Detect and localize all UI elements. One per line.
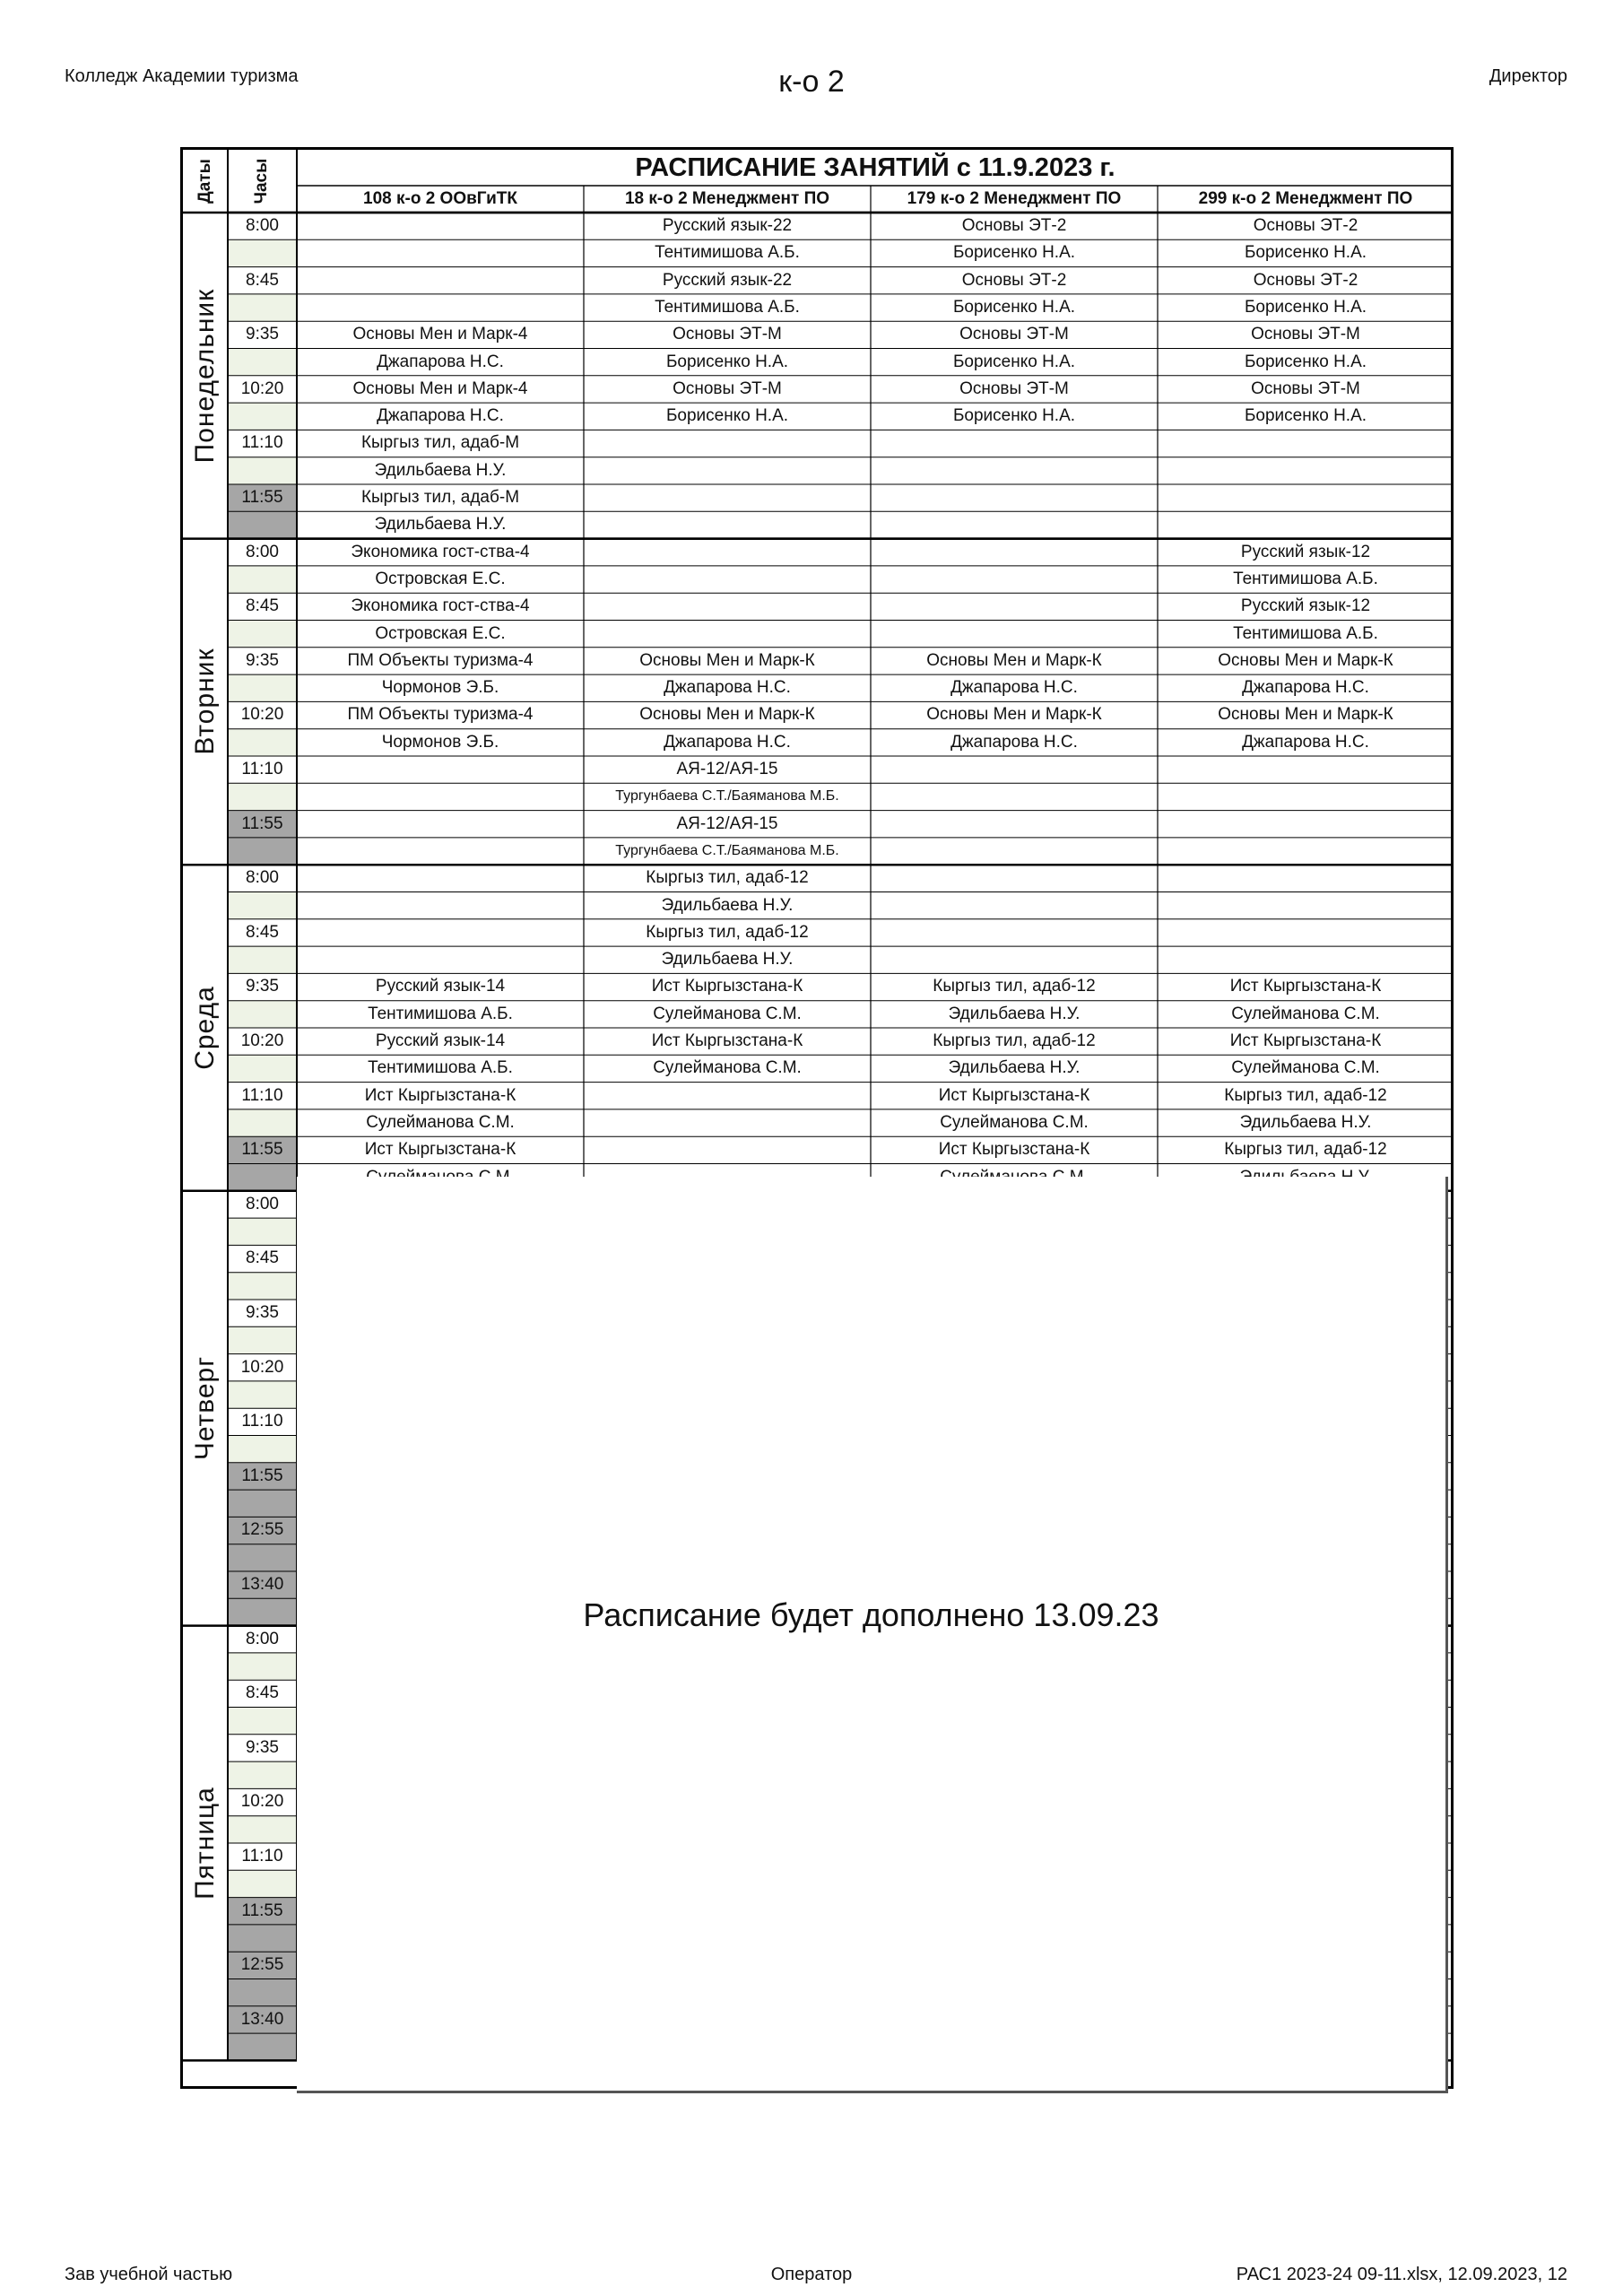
time-slot: 9:35	[246, 1737, 279, 1757]
lesson-cell: Джапарова Н.С.	[377, 352, 504, 371]
lesson-cell	[871, 919, 1158, 946]
lesson-cell	[584, 1083, 871, 1109]
lesson-cell: Островская Е.С.	[375, 623, 506, 643]
dates-header: Даты	[195, 159, 214, 204]
lesson-cell	[871, 811, 1158, 838]
lesson-cell	[1158, 865, 1454, 891]
lesson-cell	[297, 838, 584, 865]
lesson-cell	[1158, 838, 1454, 865]
lesson-cell: Островская Е.С.	[375, 569, 506, 588]
lesson-cell: Борисенко Н.А.	[1244, 243, 1367, 263]
lesson-cell	[584, 566, 871, 593]
lesson-cell	[1158, 484, 1454, 511]
lesson-cell	[297, 946, 584, 973]
lesson-cell: Борисенко Н.А.	[952, 243, 1076, 263]
group-header-179: 179 к-о 2 Менеджмент ПО	[907, 189, 1122, 208]
lesson-cell: Тентимишова А.Б.	[655, 297, 800, 317]
time-slot: 10:20	[240, 1357, 284, 1377]
lesson-cell: Тентимишова А.Б.	[1233, 569, 1378, 588]
hours-header: Часы	[252, 158, 271, 204]
lesson-cell: Русский язык-14	[375, 1031, 506, 1050]
day-name: Четверг	[190, 1356, 220, 1461]
lesson-cell: Сулейманова С.М.	[940, 1112, 1089, 1132]
lesson-cell: АЯ-12/АЯ-15	[676, 813, 778, 833]
time-slot: 8:45	[246, 270, 279, 290]
lesson-cell	[1158, 430, 1454, 457]
lesson-cell	[1158, 457, 1454, 484]
lesson-cell: Кыргыз тил, адаб-12	[646, 868, 809, 888]
lesson-cell: Основы ЭТ-М	[959, 378, 1069, 398]
file-info: РАС1 2023-24 09-11.xlsx, 12.09.2023, 12	[1236, 2265, 1567, 2284]
day-name: Понедельник	[190, 288, 220, 464]
lesson-cell: Эдильбаева Н.У.	[948, 1058, 1081, 1078]
time-slot: 8:00	[246, 216, 279, 235]
lesson-cell: Ист Кыргызстана-К	[1229, 977, 1382, 996]
lesson-cell: Борисенко Н.А.	[952, 352, 1076, 371]
time-slot: 10:20	[240, 705, 284, 725]
time-slot: 8:45	[246, 1248, 279, 1268]
lesson-cell: ПМ Объекты туризма-4	[347, 705, 534, 725]
lesson-cell: Основы Мен и Марк-4	[352, 378, 528, 398]
lesson-cell	[297, 811, 584, 838]
time-slot: 8:45	[246, 1683, 279, 1703]
time-slot: 11:55	[241, 813, 283, 833]
lesson-cell	[871, 865, 1158, 891]
lesson-cell: Основы ЭТ-М	[1251, 325, 1360, 344]
lesson-cell	[584, 457, 871, 484]
lesson-cell: АЯ-12/АЯ-15	[676, 760, 778, 778]
time-slot: 12:55	[240, 1955, 284, 1975]
lesson-cell	[871, 566, 1158, 593]
lesson-cell: Борисенко Н.А.	[1244, 406, 1367, 426]
time-slot: 9:35	[246, 650, 279, 670]
lesson-cell: Русский язык-12	[1240, 596, 1371, 616]
lesson-cell	[1158, 892, 1454, 919]
lesson-cell: Основы ЭТ-2	[1253, 216, 1358, 235]
lesson-cell: Ист Кыргызстана-К	[651, 977, 803, 996]
time-slot: 11:10	[241, 1085, 283, 1105]
lesson-cell	[297, 294, 584, 321]
lesson-cell: Кыргыз тил, адаб-12	[933, 977, 1096, 996]
lesson-cell: Эдильбаева Н.У.	[1239, 1112, 1372, 1132]
group-header-299: 299 к-о 2 Менеджмент ПО	[1198, 189, 1413, 208]
day-name: Вторник	[190, 648, 220, 756]
lesson-cell	[584, 430, 871, 457]
lesson-cell	[1158, 511, 1454, 538]
time-slot: 9:35	[246, 325, 279, 344]
lesson-cell: Русский язык-22	[662, 216, 793, 235]
lesson-cell: Ист Кыргызстана-К	[1229, 1031, 1382, 1050]
college-name: Колледж Академии туризма	[65, 66, 299, 86]
department-label: к-о 2	[778, 65, 845, 99]
lesson-cell: Кыргыз тил, адаб-12	[1224, 1085, 1387, 1105]
time-slot: 8:45	[246, 922, 279, 942]
lesson-cell: Основы ЭТ-2	[1253, 270, 1358, 290]
lesson-cell: Основы Мен и Марк-К	[926, 650, 1102, 670]
lesson-cell: Тентимишова А.Б.	[1233, 623, 1378, 643]
lesson-cell: Тургунбаева С.Т./Баяманова М.Б.	[615, 842, 839, 858]
lesson-cell: Основы ЭТ-М	[673, 325, 782, 344]
lesson-cell	[297, 919, 584, 946]
group-header-108: 108 к-о 2 ООвГиТК	[363, 189, 517, 208]
lesson-cell: Сулейманова С.М.	[1231, 1058, 1380, 1078]
time-slot: 9:35	[246, 977, 279, 996]
lesson-cell: Тентимишова А.Б.	[655, 243, 800, 263]
lesson-cell: Чормонов Э.Б.	[381, 732, 499, 752]
lesson-cell	[297, 783, 584, 810]
lesson-cell	[297, 213, 584, 239]
lesson-cell	[584, 511, 871, 538]
lesson-cell: Основы Мен и Марк-К	[926, 705, 1102, 725]
lesson-cell: Борисенко Н.А.	[952, 406, 1076, 426]
lesson-cell: Русский язык-12	[1240, 542, 1371, 561]
lesson-cell: Борисенко Н.А.	[665, 406, 789, 426]
lesson-cell: Джапарова Н.С.	[664, 678, 791, 698]
time-slot: 10:20	[240, 1792, 284, 1812]
lesson-cell: Тентимишова А.Б.	[368, 1004, 513, 1023]
time-slot: 8:00	[246, 868, 279, 888]
lesson-cell	[584, 593, 871, 620]
time-slot: 11:55	[241, 1900, 283, 1920]
group-header-18: 18 к-о 2 Менеджмент ПО	[624, 189, 830, 208]
lesson-cell	[871, 511, 1158, 538]
lesson-cell	[1158, 783, 1454, 810]
lesson-cell: Борисенко Н.А.	[1244, 352, 1367, 371]
time-slot: 10:20	[240, 378, 284, 398]
lesson-cell	[1158, 919, 1454, 946]
time-slot: 12:55	[240, 1520, 284, 1540]
lesson-cell: Эдильбаева Н.У.	[374, 460, 507, 480]
time-slot: 11:55	[241, 488, 283, 507]
time-slot: 11:10	[241, 760, 283, 778]
lesson-cell	[297, 239, 584, 266]
lesson-cell	[1158, 811, 1454, 838]
lesson-cell	[871, 892, 1158, 919]
time-slot: 8:00	[246, 542, 279, 561]
lesson-cell: Борисенко Н.А.	[665, 352, 789, 371]
lesson-cell: Ист Кыргызстана-К	[938, 1140, 1090, 1160]
lesson-cell: Экономика гост-ства-4	[351, 596, 530, 616]
lesson-cell	[584, 539, 871, 566]
lesson-cell: Борисенко Н.А.	[952, 297, 1076, 317]
lesson-cell: Ист Кыргызстана-К	[651, 1031, 803, 1050]
time-slot: 11:55	[241, 1140, 283, 1160]
lesson-cell: Сулейманова С.М.	[653, 1004, 802, 1023]
lesson-cell	[297, 267, 584, 294]
lesson-cell	[871, 621, 1158, 648]
lesson-cell: Эдильбаева Н.У.	[948, 1004, 1081, 1023]
lesson-cell: Кыргыз тил, адаб-12	[933, 1031, 1096, 1050]
lesson-cell	[871, 783, 1158, 810]
lesson-cell: ПМ Объекты туризма-4	[347, 650, 534, 670]
lesson-cell: Сулейманова С.М.	[366, 1112, 515, 1132]
lesson-cell: Эдильбаева Н.У.	[374, 515, 507, 535]
lesson-cell	[584, 1136, 871, 1163]
lesson-cell	[584, 484, 871, 511]
lesson-cell	[871, 838, 1158, 865]
lesson-cell: Основы Мен и Марк-К	[1218, 650, 1393, 670]
day-name: Пятница	[190, 1787, 220, 1900]
operator-label: Оператор	[770, 2265, 853, 2284]
academic-head-label: Зав учебной частью	[65, 2265, 233, 2284]
lesson-cell	[871, 946, 1158, 973]
lesson-cell: Русский язык-22	[662, 270, 793, 290]
time-slot: 8:00	[246, 1194, 279, 1213]
time-slot: 9:35	[246, 1303, 279, 1322]
lesson-cell	[871, 484, 1158, 511]
lesson-cell	[871, 593, 1158, 620]
lesson-cell: Чормонов Э.Б.	[381, 678, 499, 698]
lesson-cell: Эдильбаева Н.У.	[661, 895, 794, 915]
lesson-cell: Кыргыз тил, адаб-12	[646, 922, 809, 942]
lesson-cell: Основы ЭТ-2	[961, 270, 1067, 290]
time-slot: 13:40	[240, 1575, 284, 1594]
lesson-cell: Кыргыз тил, адаб-М	[360, 433, 520, 453]
lesson-cell	[297, 892, 584, 919]
lesson-cell	[871, 756, 1158, 783]
lesson-cell: Основы Мен и Марк-4	[352, 325, 528, 344]
lesson-cell: Сулейманова С.М.	[1231, 1004, 1380, 1023]
time-slot: 8:45	[246, 596, 279, 616]
lesson-cell: Джапарова Н.С.	[1242, 732, 1369, 752]
time-slot: 11:10	[241, 1412, 283, 1431]
lesson-cell: Ист Кыргызстана-К	[938, 1085, 1090, 1105]
lesson-cell: Тургунбаева С.Т./Баяманова М.Б.	[615, 788, 839, 804]
time-slot: 11:55	[241, 1465, 283, 1485]
lesson-cell	[584, 1109, 871, 1136]
time-slot: 11:10	[241, 1847, 283, 1866]
lesson-cell: Экономика гост-ства-4	[351, 542, 530, 561]
time-slot: 13:40	[240, 2009, 284, 2029]
lesson-cell	[871, 539, 1158, 566]
lesson-cell: Основы Мен и Марк-К	[639, 650, 815, 670]
lesson-cell: Борисенко Н.А.	[1244, 297, 1367, 317]
lesson-cell: Эдильбаева Н.У.	[661, 950, 794, 970]
director-label: Директор	[1488, 66, 1567, 86]
lesson-cell	[584, 621, 871, 648]
time-slot: 10:20	[240, 1031, 284, 1050]
time-slot: 8:00	[246, 1629, 279, 1648]
schedule-notice-text: Расписание будет дополнено 13.09.23	[583, 1596, 1159, 1633]
schedule-title: РАСПИСАНИЕ ЗАНЯТИЙ с 11.9.2023 г.	[635, 153, 1115, 182]
lesson-cell: Основы Мен и Марк-К	[639, 705, 815, 725]
lesson-cell: Основы ЭТ-М	[959, 325, 1069, 344]
lesson-cell	[1158, 756, 1454, 783]
lesson-cell: Ист Кыргызстана-К	[364, 1085, 516, 1105]
lesson-cell: Основы ЭТ-2	[961, 216, 1067, 235]
lesson-cell: Тентимишова А.Б.	[368, 1058, 513, 1078]
lesson-cell: Джапарова Н.С.	[1242, 678, 1369, 698]
lesson-cell: Сулейманова С.М.	[653, 1058, 802, 1078]
schedule-table	[180, 147, 1454, 2089]
lesson-cell: Русский язык-14	[375, 977, 506, 996]
lesson-cell: Основы Мен и Марк-К	[1218, 705, 1393, 725]
schedule-notice-overlay	[297, 1177, 1448, 2093]
lesson-cell: Джапарова Н.С.	[950, 678, 1078, 698]
lesson-cell: Джапарова Н.С.	[950, 732, 1078, 752]
lesson-cell: Ист Кыргызстана-К	[364, 1140, 516, 1160]
lesson-cell: Джапарова Н.С.	[664, 732, 791, 752]
lesson-cell	[871, 430, 1158, 457]
lesson-cell: Основы ЭТ-М	[673, 378, 782, 398]
lesson-cell	[871, 457, 1158, 484]
lesson-cell: Джапарова Н.С.	[377, 406, 504, 426]
lesson-cell: Кыргыз тил, адаб-М	[360, 488, 520, 507]
lesson-cell: Кыргыз тил, адаб-12	[1224, 1140, 1387, 1160]
lesson-cell	[297, 756, 584, 783]
time-slot: 11:10	[241, 433, 283, 453]
lesson-cell	[297, 865, 584, 891]
day-name: Среда	[190, 986, 220, 1070]
lesson-cell	[1158, 946, 1454, 973]
lesson-cell: Основы ЭТ-М	[1251, 378, 1360, 398]
